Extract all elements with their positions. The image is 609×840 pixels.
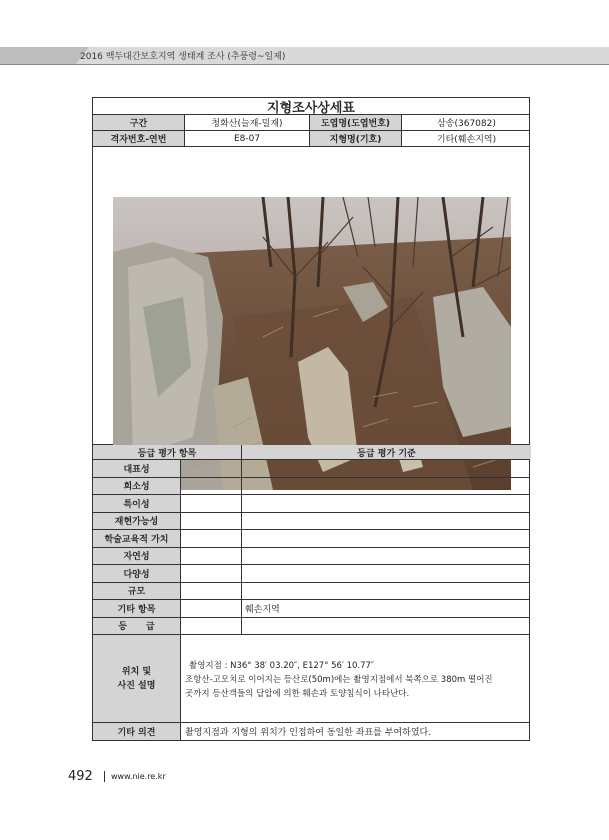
location-label [93,635,181,722]
grade-row-criteria [242,530,531,547]
grade-row-label: 희소성 [93,478,181,495]
grade-row-criteria [242,618,531,635]
location-row [93,635,529,723]
grade-row-grade [181,583,242,600]
grade-row-criteria [242,478,531,495]
photo-row [93,147,529,445]
grade-row [93,460,529,478]
grade-row-criteria [242,513,531,530]
location-text [185,659,493,701]
grade-row [93,583,529,601]
opinion-row [93,723,529,740]
grade-row-label: 특이성 [93,495,181,512]
footer-divider [104,771,105,782]
grade-row-criteria [242,460,531,477]
grade-row-grade [181,460,242,477]
footer-url: www.nie.re.kr [111,772,166,781]
location-text-line2: 조항산-고모치로 이어지는 등산로(50m)에는 촬영지점에서 북쪽으로 380m 떨어진 [185,675,493,685]
landform-value: 기타(훼손지역) [436,135,497,145]
grade-row-grade [181,565,242,582]
grade-row-label: 규모 [93,583,181,600]
grade-row [93,548,529,566]
grade-row-grade [181,618,242,635]
map-label: 도엽명(도엽번호) [310,115,402,130]
grade-row [93,478,529,496]
running-header-text: 2016 백두대간보호지역 생태계 조사 (추풍령~일제) [80,52,286,62]
grade-row-label: 재현가능성 [93,513,181,530]
location-label-line2: 사진 설명 [117,680,156,691]
grade-row-criteria [242,548,531,565]
info-row-1 [93,115,529,131]
grade-row [93,495,529,513]
grade-row-grade [181,513,242,530]
location-label-line1: 위치 및 [121,666,152,677]
landform-label: 지형명(기호) [310,131,402,146]
grade-row-criteria: 훼손지역 [245,604,280,615]
grade-row-label: 다양성 [93,565,181,582]
grade-row-criteria [242,583,531,600]
header-tab [0,47,75,65]
section-value: 청화산(늘재-밀재) [185,115,310,130]
grade-row-criteria [242,495,531,512]
map-value: 삼송(367082) [437,119,496,129]
grade-row [93,618,529,636]
grade-row [93,530,529,548]
grade-row-grade [181,548,242,565]
grade-row-criteria [242,565,531,582]
grade-row-label: 자연성 [93,548,181,565]
info-row-2 [93,131,529,147]
grade-row [93,513,529,531]
grade-row-grade [181,495,242,512]
grade-row-label: 학술교육적 가치 [93,530,181,547]
grade-row-grade [181,600,242,617]
section-label: 구간 [93,115,185,130]
opinion-text: 촬영지점과 지형의 위치가 인접하여 동일한 좌표를 부여하였다. [185,728,432,738]
header-rule [0,64,609,65]
grade-row [93,565,529,583]
location-text-line3: 곳까지 등산객들의 답압에 의한 훼손과 토양침식이 나타난다. [185,689,410,699]
sheet-title-row [93,98,529,115]
grade-criteria-header: 등급 평가 기준 [242,445,531,459]
grade-row-label: 기타 항목 [93,600,181,617]
survey-sheet [92,97,530,741]
grade-row-label: 등 급 [93,618,181,635]
location-text-line1: 촬영지점 : N36° 38′ 03.20″, E127° 56′ 10.77″ [189,661,375,671]
grade-row-label: 대표성 [93,460,181,477]
sheet-title: 지형조사상세표 [267,100,355,116]
grade-row-grade [181,478,242,495]
page-number: 492 [68,769,93,784]
grade-table-header [93,445,529,460]
grid-label: 격자번호-연번 [93,131,185,146]
grade-row [93,600,529,618]
grade-item-header: 등급 평가 항목 [93,445,242,459]
grid-value: E8-07 [185,131,310,146]
grade-row-grade [181,530,242,547]
opinion-label: 기타 의견 [93,723,181,740]
